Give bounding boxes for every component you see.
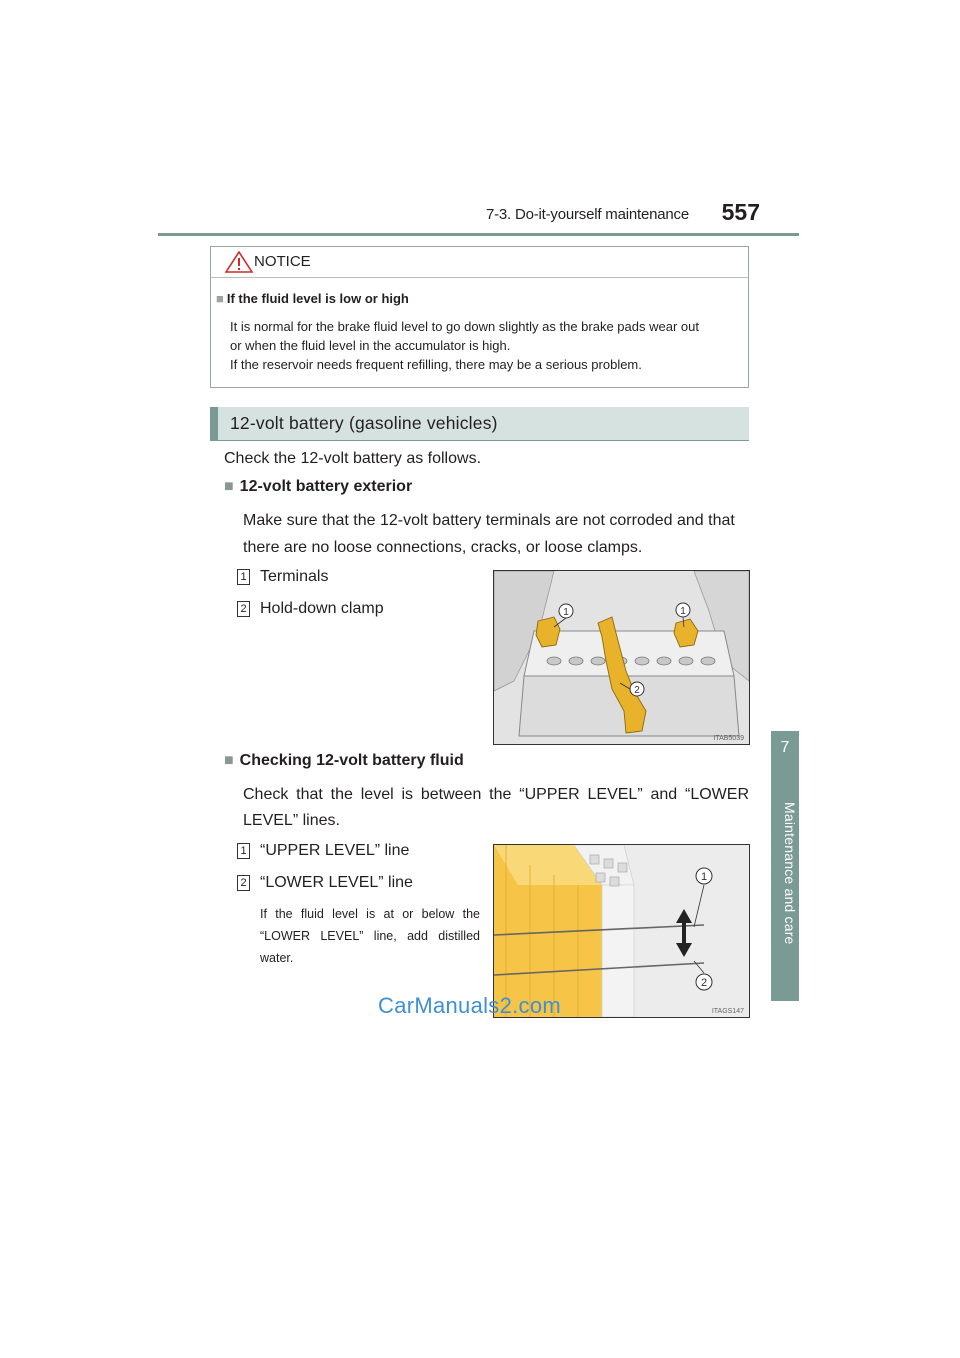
battery-exterior-illustration [493,570,750,745]
item-label: “UPPER LEVEL” line [260,842,410,859]
item-label: Hold-down clamp [260,600,384,617]
notice-title [216,291,409,306]
item-number: 2 [237,875,250,891]
section-heading-text: 12-volt battery (gasoline vehicles) [230,413,498,433]
square-bullet-icon: ■ [216,291,224,306]
notice-line: or when the fluid level in the accumulator is high. [230,338,511,353]
chapter-title: Maintenance and care [782,802,798,945]
running-header: 7-3. Do-it-yourself maintenance [485,206,689,223]
section-intro: Check the 12-volt battery as follows. [224,450,482,467]
fluid-body-line: LEVEL” lines. [243,812,340,829]
notice-header [211,247,748,278]
exterior-body-line: there are no loose connections, cracks, or loose clamps. [243,539,643,556]
illustration-callout: 1 [700,871,708,883]
fluid-body-line: Check that the level is between the “UPPER LEVEL” and “LOWER [243,786,749,803]
notice-body [230,317,745,374]
header-rule [158,233,799,236]
notice-line: If the reservoir needs frequent refilling, there may be a serious problem. [230,357,642,372]
illustration-code: ITAB5039 [713,735,744,742]
illustration-callout: 2 [634,685,640,696]
watermark-link[interactable]: CarManuals2.com [378,993,562,1018]
fluid-note-line: If the fluid level is at or below the [260,907,480,921]
section-heading [210,407,749,441]
fluid-heading [224,752,464,770]
item-label: Terminals [260,568,329,585]
notice-title-text: If the fluid level is low or high [226,291,409,306]
notice-line: It is normal for the brake fluid level to go down slightly as the brake pads wear out [230,319,699,334]
notice-label: NOTICE [254,253,311,270]
illustration-code: ITAGS147 [711,1008,744,1015]
item-number: 2 [237,601,250,617]
fluid-note [260,903,480,969]
fluid-note-line: water. [260,951,294,965]
illustration-callout: 1 [680,606,686,617]
notice-box [210,246,749,388]
item-number: 1 [237,843,250,859]
exterior-heading-text: 12-volt battery exterior [239,478,413,495]
item-label: “LOWER LEVEL” line [260,874,413,891]
fluid-note-line: “LOWER LEVEL” line, add distilled [260,929,480,943]
section-rule [210,440,749,441]
page-number: 557 [721,199,760,225]
fluid-body [243,782,749,834]
battery-fluid-illustration [493,844,750,1018]
item-number: 1 [237,569,250,585]
warning-triangle-icon [225,251,253,273]
illustration-callout: 1 [563,607,569,618]
square-bullet-icon: ■ [224,752,234,769]
square-bullet-icon: ■ [224,478,234,495]
battery-exterior-drawing [494,571,749,744]
chapter-number: 7 [780,739,790,756]
exterior-body [243,508,749,561]
battery-fluid-drawing [494,845,749,1017]
exterior-body-line: Make sure that the 12-volt battery terminals are not corroded and that [243,512,735,529]
exterior-heading [224,478,412,496]
illustration-callout: 2 [700,977,708,989]
fluid-heading-text: Checking 12-volt battery fluid [239,752,464,769]
